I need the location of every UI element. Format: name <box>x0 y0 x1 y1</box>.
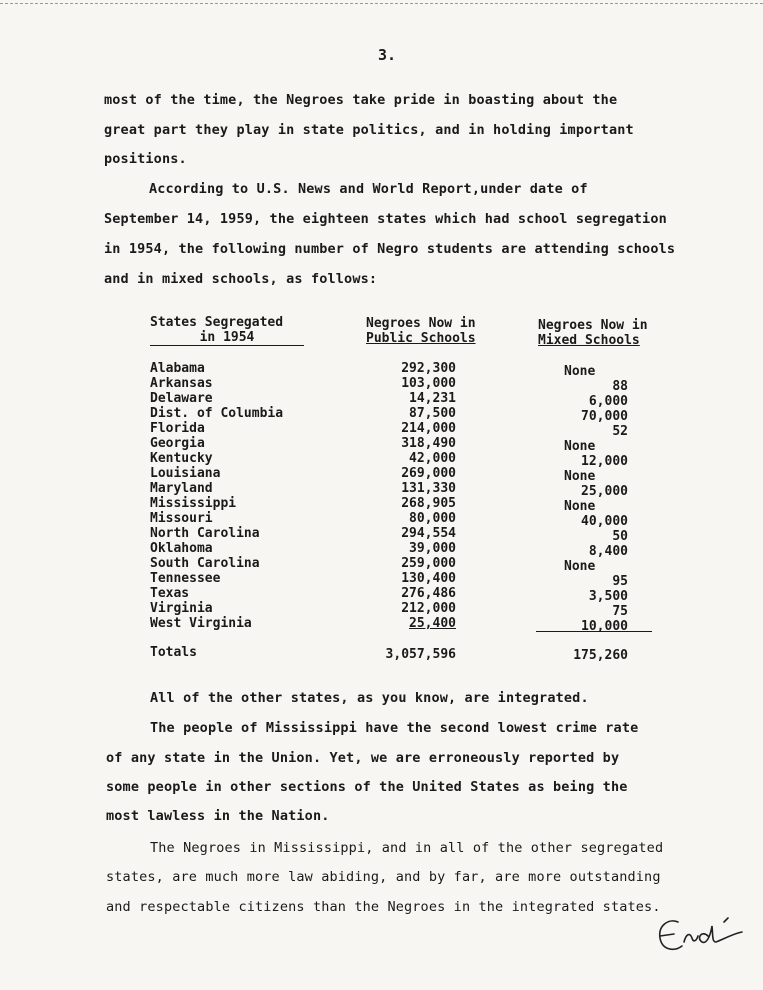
states-header-rule <box>150 345 304 346</box>
table-row-state: Mississippi <box>150 496 237 511</box>
table-row-mixed: None <box>564 439 596 454</box>
para1-line-1: most of the time, the Negroes take pride in boasting about the <box>104 92 618 108</box>
table-row-mixed: 8,400 <box>588 544 628 559</box>
totals-mixed: 175,260 <box>573 648 628 663</box>
table-row-state: Georgia <box>150 436 205 451</box>
states-header-line-1: States Segregated <box>150 315 284 330</box>
table-row-state: Virginia <box>150 601 213 616</box>
table-row-state: South Carolina <box>150 556 260 571</box>
table-row-state: Dist. of Columbia <box>150 406 284 421</box>
para4-line-2: of any state in the Union. Yet, we are erroneously reported by <box>106 750 620 766</box>
table-row-public: 25,400 <box>409 616 456 631</box>
table-row-mixed: 75 <box>612 604 628 619</box>
table-row-mixed: None <box>564 499 596 514</box>
table-row-state: Missouri <box>150 511 213 526</box>
table-row-mixed: None <box>564 469 596 484</box>
table-row-public: 268,905 <box>401 496 456 511</box>
table-row-public: 214,000 <box>401 421 456 436</box>
table-row-mixed: 6,000 <box>588 394 628 409</box>
table-row-mixed: 25,000 <box>581 484 628 499</box>
table-row-state: Louisiana <box>150 466 221 481</box>
table-row-mixed: 52 <box>612 424 628 439</box>
mixed-header-line-1: Negroes Now in <box>538 318 648 333</box>
table-row-public: 80,000 <box>409 511 456 526</box>
para4-line-1: The people of Mississippi have the second lowest crime rate <box>150 720 639 736</box>
states-header-line-2: in 1954 <box>199 330 255 345</box>
mixed-header-line-2: Mixed Schools <box>538 333 640 348</box>
para5-line-3: and respectable citizens than the Negroes in the integrated states. <box>106 899 661 915</box>
para1-line-2: great part they play in state politics, and in holding important <box>104 122 634 138</box>
table-row-state: Florida <box>150 421 205 436</box>
table-row-public: 130,400 <box>401 571 456 586</box>
table-row-state: Tennessee <box>150 571 221 586</box>
table-row-state: Arkansas <box>150 376 213 391</box>
table-row-mixed: 12,000 <box>581 454 628 469</box>
para2-line-4: and in mixed schools, as follows: <box>104 271 378 287</box>
table-row-mixed: 95 <box>612 574 628 589</box>
para2-line-2: September 14, 1959, the eighteen states which had school segregation <box>104 211 667 227</box>
table-row-state: West Virginia <box>150 616 252 631</box>
para1-line-3: positions. <box>104 151 187 167</box>
para3-line-1: All of the other states, as you know, are integrated. <box>150 690 589 706</box>
handwritten-signature <box>650 908 750 958</box>
table-row-mixed: 40,000 <box>581 514 628 529</box>
para2-line-1: According to U.S. News and World Report,under date of <box>149 181 588 197</box>
table-row-public: 212,000 <box>401 601 456 616</box>
table-row-state: Maryland <box>150 481 213 496</box>
table-row-mixed: None <box>564 559 596 574</box>
table-row-state: Oklahoma <box>150 541 213 556</box>
para2-line-3: in 1954, the following number of Negro students are attending schools <box>104 241 676 257</box>
page-top-edge <box>0 3 763 4</box>
table-row-public: 294,554 <box>401 526 456 541</box>
table-row-public: 276,486 <box>401 586 456 601</box>
para4-line-3: some people in other sections of the United States as being the <box>106 779 628 795</box>
table-row-state: Alabama <box>150 361 205 376</box>
para5-line-1: The Negroes in Mississippi, and in all of the other segregated <box>150 840 664 856</box>
totals-public: 3,057,596 <box>385 647 456 662</box>
totals-label: Totals <box>150 645 197 660</box>
table-row-mixed: 88 <box>612 379 628 394</box>
para4-line-4: most lawless in the Nation. <box>106 808 330 824</box>
public-header-line-1: Negroes Now in <box>366 316 476 331</box>
table-row-public: 103,000 <box>401 376 456 391</box>
table-row-mixed: 10,000 <box>581 619 628 634</box>
table-row-mixed: 70,000 <box>581 409 628 424</box>
table-row-state: Delaware <box>150 391 213 406</box>
table-row-mixed: 50 <box>612 529 628 544</box>
mixed-total-rule <box>536 631 652 632</box>
page-number: 3. <box>378 46 397 64</box>
public-header-line-2: Public Schools <box>366 331 476 346</box>
table-row-public: 14,231 <box>409 391 456 406</box>
table-row-mixed: 3,500 <box>588 589 628 604</box>
para5-line-2: states, are much more law abiding, and by far, are more outstanding <box>106 869 661 885</box>
table-row-public: 42,000 <box>409 451 456 466</box>
table-row-public: 292,300 <box>401 361 456 376</box>
table-row-state: Kentucky <box>150 451 213 466</box>
table-row-public: 318,490 <box>401 436 456 451</box>
table-row-state: Texas <box>150 586 190 601</box>
table-row-public: 87,500 <box>409 406 456 421</box>
table-row-public: 39,000 <box>409 541 456 556</box>
table-row-state: North Carolina <box>150 526 260 541</box>
table-row-public: 269,000 <box>401 466 456 481</box>
table-row-public: 131,330 <box>401 481 456 496</box>
table-row-public: 259,000 <box>401 556 456 571</box>
table-row-mixed: None <box>564 364 596 379</box>
